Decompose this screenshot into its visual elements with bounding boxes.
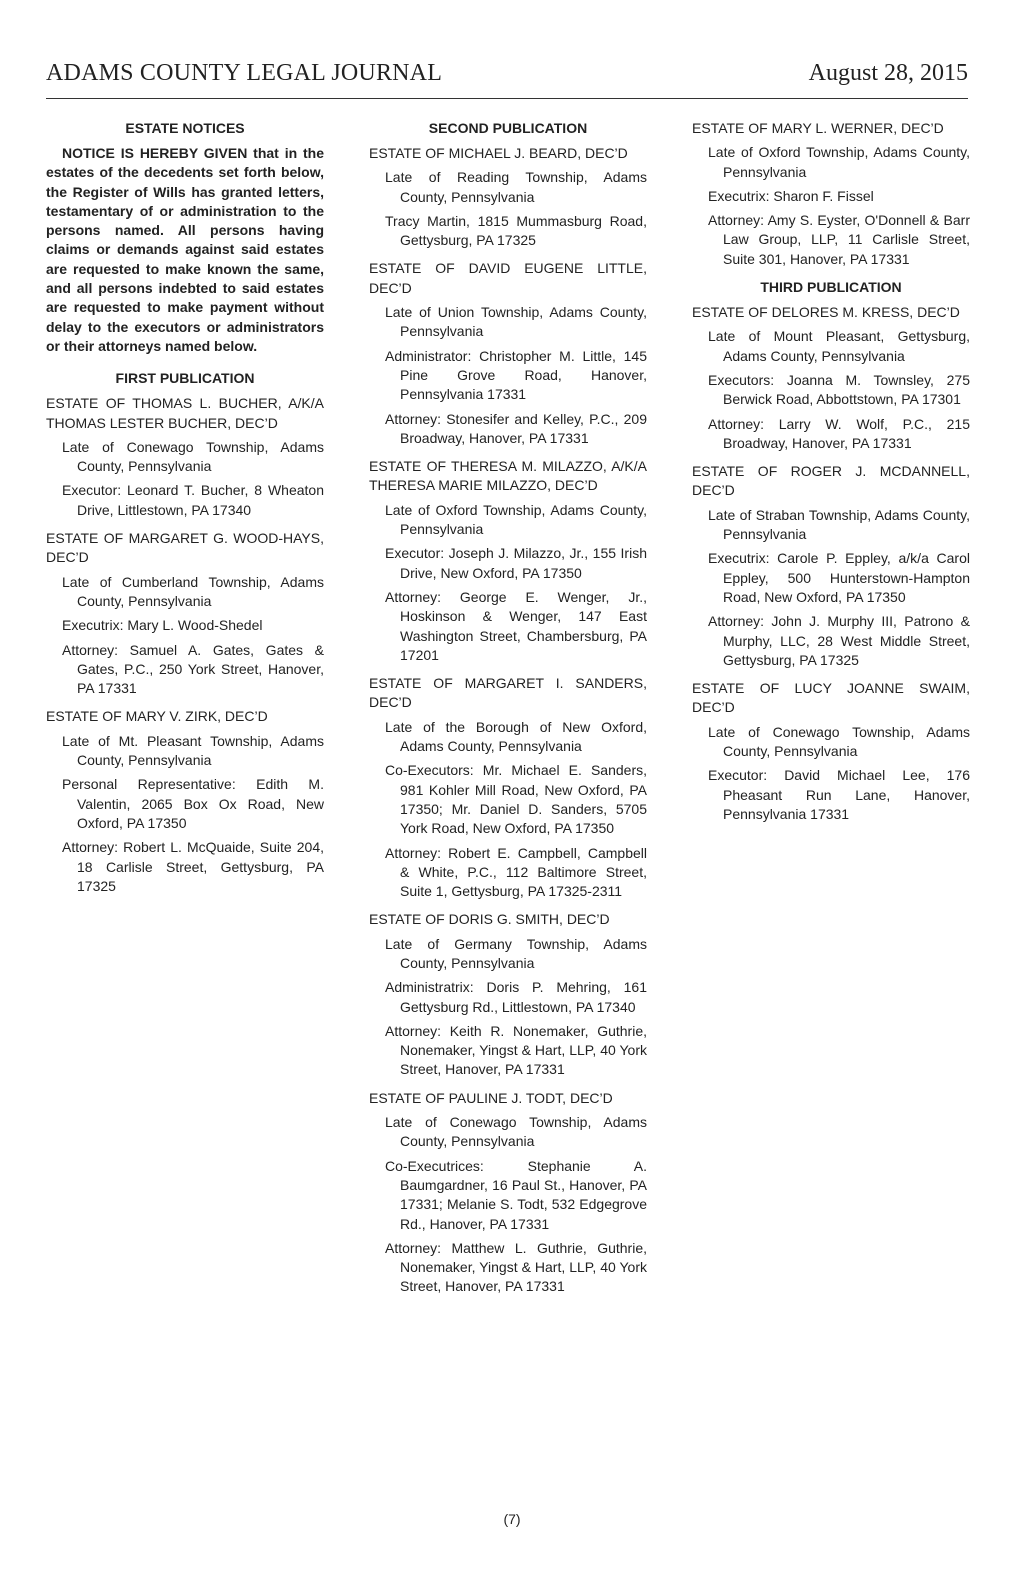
column-3 — [692, 119, 970, 833]
estate-detail: Executrix: Mary L. Wood-Shedel — [62, 617, 263, 634]
estate-detail: Executor: David Michael Lee, 176 Pheasant Run Lane, Hanover, Pennsylvania 17331 — [708, 767, 970, 822]
section-heading: ESTATE NOTICES — [125, 120, 245, 136]
estate-title: ESTATE OF MARY L. WERNER, DEC’D — [692, 120, 944, 136]
estate-detail: Late of Conewago Township, Adams County, Pennsylvania — [708, 723, 970, 760]
estate-notice — [369, 457, 647, 665]
estate-notice — [692, 679, 970, 824]
estate-detail: Late of Oxford Township, Adams County, Pennsylvania — [708, 144, 970, 180]
estate-detail: Late of Conewago Township, Adams County, Pennsylvania — [62, 438, 324, 475]
estate-detail: Late of Germany Township, Adams County, Pennsylvania — [385, 935, 647, 971]
estate-title: ESTATE OF ROGER J. MCDANNELL, DEC’D — [692, 463, 970, 499]
estate-detail: Attorney: Matthew L. Guthrie, Guthrie, Nonemaker, Yingst & Hart, LLP, 40 York Street, Hanover, PA 17331 — [385, 1239, 647, 1295]
estate-title: ESTATE OF DELORES M. KRESS, DEC’D — [692, 304, 960, 321]
estate-notice — [692, 462, 970, 670]
estate-detail: Late of Oxford Township, Adams County, Pennsylvania — [385, 501, 647, 538]
section-heading: THIRD PUBLICATION — [760, 279, 902, 296]
estate-notice — [369, 674, 647, 901]
estate-detail: Attorney: George E. Wenger, Jr., Hoskinson & Wenger, 147 East Washington Street, Chambersburg, PA 17201 — [385, 588, 647, 663]
estate-detail: Late of Union Township, Adams County, Pennsylvania — [385, 304, 647, 340]
estate-detail: Administratrix: Doris P. Mehring, 161 Gettysburg Rd., Littlestown, PA 17340 — [385, 979, 647, 1015]
estate-detail: Late of Straban Township, Adams County, Pennsylvania — [708, 506, 970, 543]
estate-detail: Attorney: Larry W. Wolf, P.C., 215 Broadway, Hanover, PA 17331 — [708, 415, 970, 451]
estate-title: ESTATE OF LUCY JOANNE SWAIM, DEC’D — [692, 680, 970, 716]
journal-title: ADAMS COUNTY LEGAL JOURNAL — [46, 60, 443, 86]
estate-detail: Executor: Leonard T. Bucher, 8 Wheaton Drive, Littlestown, PA 17340 — [62, 482, 324, 518]
estate-detail: Attorney: Amy S. Eyster, O'Donnell & Barr Law Group, LLP, 11 Carlisle Street, Suite 301, Hanover, PA 17331 — [708, 212, 970, 267]
column-2 — [369, 119, 647, 1306]
estate-detail: Executrix: Carole P. Eppley, a/k/a Carol Eppley, 500 Hunterstown-Hampton Road, New Oxford, PA 17350 — [708, 550, 970, 605]
estate-detail: Late of Cumberland Township, Adams County, Pennsylvania — [62, 573, 324, 609]
column-1 — [46, 119, 324, 905]
estate-detail: Attorney: Robert L. McQuaide, Suite 204, 18 Carlisle Street, Gettysburg, PA 17325 — [62, 839, 324, 894]
estate-detail: Attorney: Robert E. Campbell, Campbell & White, P.C., 112 Baltimore Street, Suite 1, Gettysburg, PA 17325-2311 — [385, 844, 647, 900]
estate-detail: Attorney: Keith R. Nonemaker, Guthrie, Nonemaker, Yingst & Hart, LLP, 40 York Street, Hanover, PA 17331 — [385, 1022, 647, 1078]
estate-detail: Co-Executors: Mr. Michael E. Sanders, 981 Kohler Mill Road, New Oxford, PA 17350; Mr. Daniel D. Sanders, 5705 York Road, New Oxford, PA 17350 — [385, 762, 647, 837]
estate-title: ESTATE OF MARGARET I. SANDERS, DEC’D — [369, 675, 647, 711]
page-header — [46, 58, 968, 99]
estate-detail: Co-Executrices: Stephanie A. Baumgardner, 16 Paul St., Hanover, PA 17331; Melanie S. Todt, 532 Edgegrove Rd., Hanover, PA 17331 — [385, 1157, 647, 1232]
estate-detail: Late of the Borough of New Oxford, Adams County, Pennsylvania — [385, 718, 647, 755]
estate-notice — [692, 303, 970, 453]
estate-notice — [692, 119, 970, 269]
estate-detail: Executrix: Sharon F. Fissel — [708, 187, 874, 204]
estate-title: ESTATE OF THERESA M. MILAZZO, A/K/A THERESA MARIE MILAZZO, DEC’D — [369, 458, 647, 494]
estate-notice — [46, 529, 324, 698]
estate-title: ESTATE OF THOMAS L. BUCHER, A/K/A THOMAS LESTER BUCHER, DEC’D — [46, 395, 324, 431]
estate-detail: Executor: Joseph J. Milazzo, Jr., 155 Irish Drive, New Oxford, PA 17350 — [385, 545, 647, 581]
estate-detail: Late of Mount Pleasant, Gettysburg, Adams County, Pennsylvania — [708, 328, 970, 364]
estate-notice — [369, 910, 647, 1079]
page-number: (7) — [503, 1511, 521, 1527]
estate-title: ESTATE OF MICHAEL J. BEARD, DEC’D — [369, 145, 628, 161]
estate-notice — [369, 259, 647, 448]
estate-notice — [369, 1089, 647, 1297]
section-heading: FIRST PUBLICATION — [115, 370, 255, 387]
estate-detail: Executors: Joanna M. Townsley, 275 Berwick Road, Abbottstown, PA 17301 — [708, 371, 970, 408]
estate-detail: Personal Representative: Edith M. Valentin, 2065 Box Ox Road, New Oxford, PA 17350 — [62, 776, 324, 831]
estate-detail: Late of Reading Township, Adams County, Pennsylvania — [385, 169, 647, 205]
estate-notice — [46, 394, 324, 520]
estate-title: ESTATE OF PAULINE J. TODT, DEC’D — [369, 1089, 613, 1106]
estate-detail: Tracy Martin, 1815 Mummasburg Road, Gettysburg, PA 17325 — [385, 212, 647, 249]
estate-detail: Late of Mt. Pleasant Township, Adams County, Pennsylvania — [62, 732, 324, 769]
section-heading: SECOND PUBLICATION — [428, 120, 588, 136]
issue-date: August 28, 2015 — [808, 60, 968, 86]
estate-notice — [369, 144, 647, 250]
estate-title: ESTATE OF DAVID EUGENE LITTLE, DEC’D — [369, 260, 647, 296]
estate-detail: Attorney: Samuel A. Gates, Gates & Gates, P.C., 250 York Street, Hanover, PA 17331 — [62, 641, 324, 697]
estate-detail: Attorney: John J. Murphy III, Patrono & Murphy, LLC, 28 West Middle Street, Gettysburg, PA 17325 — [708, 613, 970, 668]
estate-detail: Attorney: Stonesifer and Kelley, P.C., 209 Broadway, Hanover, PA 17331 — [385, 410, 647, 446]
estate-notice — [46, 707, 324, 896]
estate-detail: Administrator: Christopher M. Little, 145 Pine Grove Road, Hanover, Pennsylvania 17331 — [385, 347, 647, 403]
estate-title: ESTATE OF MARGARET G. WOOD-HAYS, DEC’D — [46, 530, 324, 566]
estate-title: ESTATE OF DORIS G. SMITH, DEC’D — [369, 911, 610, 928]
estate-detail: Late of Conewago Township, Adams County, Pennsylvania — [385, 1114, 647, 1150]
notice-paragraph: NOTICE IS HEREBY GIVEN that in the estates of the decedents set forth below, the Register of Wills has granted letters, testamentary of or administration to the persons named. All persons having claims or demands against said estates are requested to make known the same, and all persons indebted to said estates are requested to make payment without delay to the executors or administrators or their attorneys named below. — [46, 145, 324, 354]
estate-title: ESTATE OF MARY V. ZIRK, DEC’D — [46, 708, 268, 725]
